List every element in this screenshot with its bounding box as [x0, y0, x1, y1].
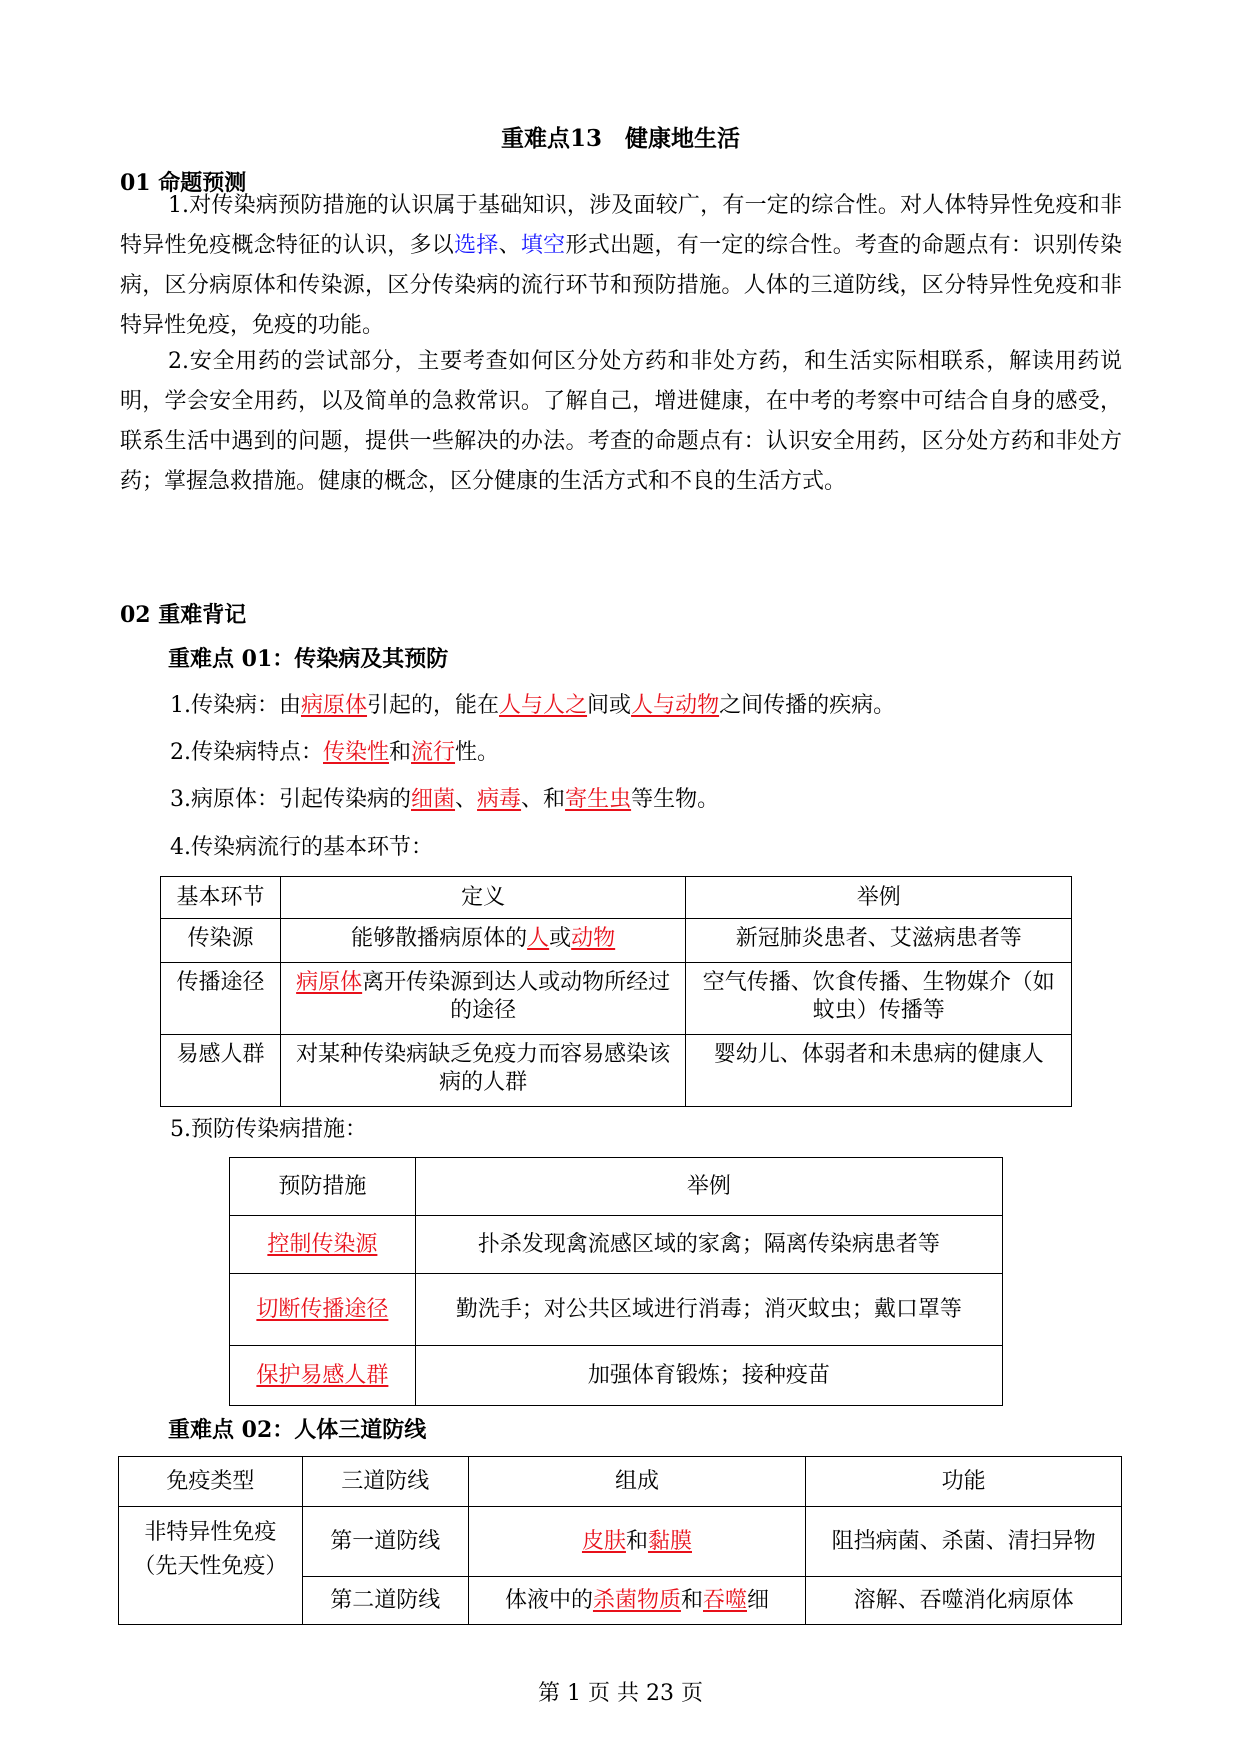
table-header: 举例: [686, 877, 1072, 919]
page-footer: 第 1 页 共 23 页: [538, 1681, 703, 1706]
immunity-type-note: （先天性免疫）: [133, 1554, 288, 1579]
table-row: 保护易感人群 加强体育锻炼；接种疫苗: [230, 1346, 1003, 1406]
paragraph-prediction-2: 2.安全用药的尝试部分，主要考查如何区分处方药和非处方药，和生活实际相联系，解读用药说明，学会安全用药，以及简单的急救常识。了解自己，增进健康，在中考的考察中可结合自身的感受，联系生活中遇到的问题，提供一些解决的办法。考查的命题点有：认识安全用药，区分处方药和非处方药；掌握急救措施。健康的概念，区分健康的生活方式和不良的生活方式。: [120, 349, 1122, 494]
table-prevention: [229, 1157, 1003, 1406]
table-row: 切断传播途径 勤洗手；对公共区域进行消毒；消灭蚊虫；戴口罩等: [230, 1274, 1003, 1346]
item-characteristics: 2.传染病特点：传染性和流行性。: [170, 740, 500, 765]
table-header: 预防措施: [230, 1158, 416, 1216]
immunity-type: 非特异性免疫: [144, 1520, 277, 1545]
subheading-three-defense-lines: 重难点 02：人体三道防线: [168, 1417, 427, 1443]
page-title: 重难点13 健康地生活: [500, 125, 740, 152]
table-header: 定义: [280, 877, 686, 919]
table-defense-lines: [118, 1456, 1122, 1625]
table-row: 传播途径 病原体离开传染源到达人或动物所经过的途径 空气传播、饮食传播、生物媒介（如蚊虫）传播等: [161, 963, 1072, 1035]
paragraph-prediction-1: 1.对传染病预防措施的认识属于基础知识，涉及面较广，有一定的综合性。对人体特异性免疫和非特异性免疫概念特征的认识，多以选择、填空形式出题，有一定的综合性。考查的命题点有：识别传染病，区分病原体和传染源，区分传染病的流行环节和预防措施。人体的三道防线，区分特异性免疫和非特异性免疫，免疫的功能。: [120, 193, 1122, 338]
item-links-heading: 4.传染病流行的基本环节：: [170, 835, 433, 860]
link-fill-blank[interactable]: 填空: [520, 233, 566, 258]
link-choice[interactable]: 选择: [454, 233, 499, 258]
table-row: 传染源 能够散播病原体的人或动物 新冠肺炎患者、艾滋病患者等: [161, 919, 1072, 963]
table-header: 举例: [415, 1158, 1002, 1216]
item-prevention-heading: 5.预防传染病措施：: [170, 1117, 367, 1142]
section-heading-key-points: 02 重难背记: [120, 602, 247, 628]
section-heading-prediction: 01 命题预测: [120, 170, 247, 196]
table-row: 控制传染源 扑杀发现禽流感区域的家禽；隔离传染病患者等: [230, 1216, 1003, 1274]
table-header: 功能: [806, 1457, 1122, 1507]
table-header: 免疫类型: [119, 1457, 303, 1507]
table-header: 三道防线: [302, 1457, 468, 1507]
table-row: 非特异性免疫 （先天性免疫） 第一道防线 皮肤和黏膜 阻挡病菌、杀菌、清扫异物: [119, 1507, 1122, 1577]
table-header: 基本环节: [161, 877, 281, 919]
subheading-infectious-disease: 重难点 01：传染病及其预防: [168, 646, 449, 672]
table-epidemic-links: [160, 876, 1072, 1107]
table-row: 第二道防线 体液中的杀菌物质和吞噬细 溶解、吞噬消化病原体: [119, 1577, 1122, 1625]
item-definition: 1.传染病：由病原体引起的，能在人与人之间或人与动物之间传播的疾病。: [170, 693, 896, 718]
table-header: 组成: [468, 1457, 806, 1507]
table-row: 易感人群 对某种传染病缺乏免疫力而容易感染该病的人群 婴幼儿、体弱者和未患病的健康人: [161, 1035, 1072, 1107]
item-pathogen: 3.病原体：引起传染病的细菌、病毒、和寄生虫等生物。: [170, 787, 720, 812]
